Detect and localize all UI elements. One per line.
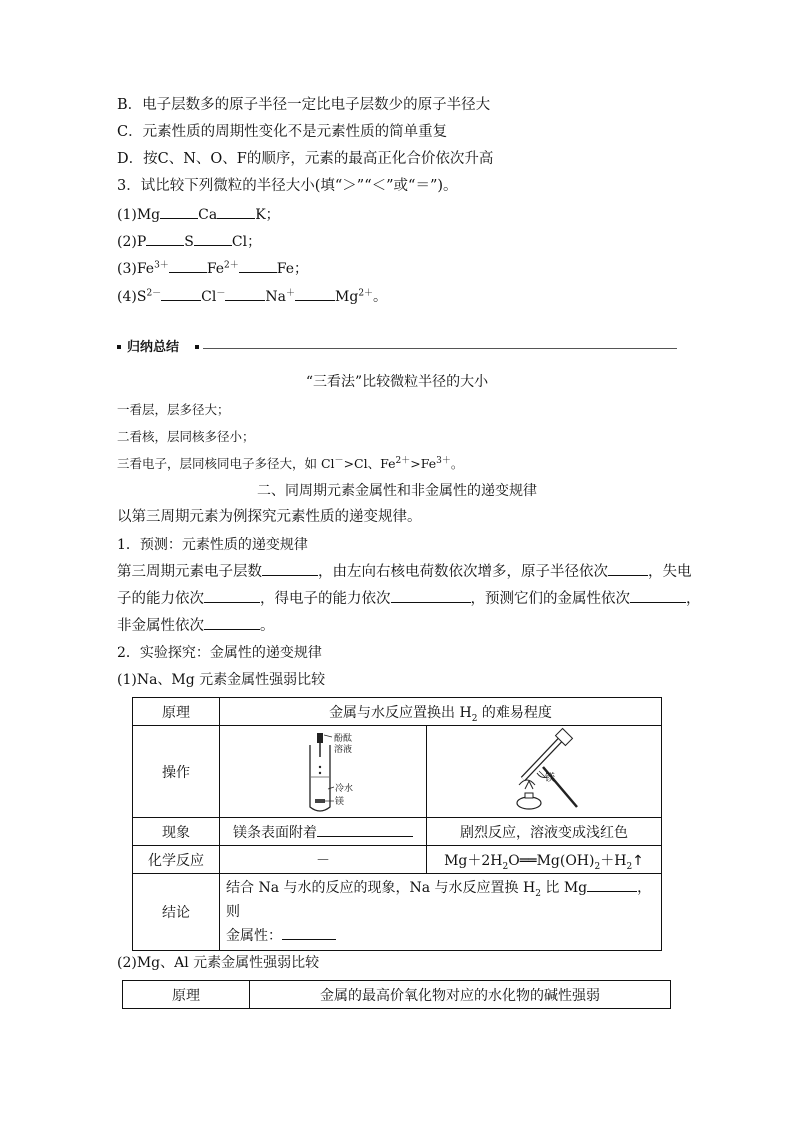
answer-blank[interactable] bbox=[295, 286, 335, 301]
q3-part-4: $(4)S^{2-}$ Cl－ Na＋ $Mg^{2+}$。 bbox=[117, 286, 387, 307]
table-1-caption: (1)Na、Mg 元素金属性强弱比较 bbox=[117, 672, 326, 688]
table-mg-al bbox=[122, 980, 671, 1009]
reaction-left: － bbox=[220, 846, 427, 874]
up-arrow-icon: ↑ bbox=[632, 852, 644, 869]
answer-blank[interactable] bbox=[169, 258, 207, 273]
square-bullet-icon bbox=[195, 345, 199, 349]
subsection-1-title: 1．预测：元素性质的递变规律 bbox=[117, 537, 308, 553]
divider bbox=[203, 348, 677, 349]
q3-part-3: $(3)Fe^{3+}$ $Fe^{2+}$ Fe； bbox=[117, 258, 308, 279]
section-2-intro: 以第三周期元素为例探究元素性质的递变规律。 bbox=[117, 509, 422, 525]
answer-blank[interactable] bbox=[262, 561, 318, 576]
table-2-caption: (2)Mg、Al 元素金属性强弱比较 bbox=[117, 955, 320, 971]
row-header-principle-2: 原理 bbox=[123, 981, 250, 1009]
row-header-operation: 操作 bbox=[133, 726, 220, 818]
summary-heading-label: 归纳总结 bbox=[127, 340, 180, 355]
answer-blank[interactable] bbox=[204, 588, 260, 603]
label-phenolphthalein: 酚酞 bbox=[334, 733, 353, 744]
operation-left-cell bbox=[220, 726, 427, 818]
answer-blank[interactable] bbox=[225, 286, 265, 301]
prediction-paragraph: 第三周期元素电子层数 ，由左向右核电荷数依次增多，原子半径依次 ，失电 子的能力依次 ，得电子的能力依次 ，预测它们的金属性依次 ， 非金属性依次 。 bbox=[117, 559, 682, 640]
answer-blank[interactable] bbox=[282, 925, 336, 940]
heating-tube-diagram bbox=[427, 727, 657, 817]
option-b: B．电子层数多的原子半径一定比电子层数少的原子半径大 bbox=[117, 97, 491, 113]
label-cold-water: 冷水 bbox=[335, 783, 354, 794]
reaction-equation: $Mg+2H_2O══Mg(OH)_2+H_2↑$ bbox=[427, 846, 662, 874]
row-header-principle: 原理 bbox=[133, 698, 220, 726]
question-3-stem: 3．试比较下列微粒的半径大小(填“＞”“＜”或“＝”)。 bbox=[117, 178, 458, 194]
principle-2-cell: 金属的最高价氧化物对应的水化物的碱性强弱 bbox=[250, 981, 671, 1009]
label-solution: 溶液 bbox=[334, 744, 353, 755]
summary-line-2: 二看核，层同核多径小； bbox=[117, 429, 255, 444]
phenomenon-right: 剧烈反应，溶液变成浅红色 bbox=[427, 818, 662, 846]
test-tube-diagram bbox=[220, 727, 426, 817]
answer-blank[interactable] bbox=[317, 822, 413, 837]
table-na-mg bbox=[132, 697, 662, 951]
row-header-reaction: 化学反应 bbox=[133, 846, 220, 874]
operation-right-cell bbox=[427, 726, 662, 818]
option-c: C．元素性质的周期性变化不是元素性质的简单重复 bbox=[117, 124, 448, 140]
row-header-conclusion: 结论 bbox=[133, 874, 220, 951]
row-header-phenomenon: 现象 bbox=[133, 818, 220, 846]
q3-part-1: (1)Mg Ca K； bbox=[117, 204, 280, 225]
conclusion-cell: 结合 Na 与水的反应的现象，Na 与水反应置换 $H_2$ 比 Mg ，则 金属性： bbox=[220, 874, 662, 951]
summary-line-1: 一看层，层多径大； bbox=[117, 402, 230, 417]
label-magnesium-right: 镁 bbox=[545, 772, 555, 784]
answer-blank[interactable] bbox=[239, 258, 277, 273]
q3-part-2: (2)P S Cl； bbox=[117, 231, 261, 252]
answer-blank[interactable] bbox=[630, 588, 686, 603]
summary-line-3: 三看电子，层同核同电子多径大，如 Cl－>Cl、$Fe^{2+}>Fe^{3+}$。 bbox=[117, 455, 464, 471]
answer-blank[interactable] bbox=[217, 204, 255, 219]
summary-heading bbox=[117, 338, 677, 358]
answer-blank[interactable] bbox=[204, 615, 260, 630]
phenomenon-left: 镁条表面附着 bbox=[220, 818, 427, 846]
option-d: D．按C、N、O、F的顺序，元素的最高正化合价依次升高 bbox=[117, 151, 494, 167]
answer-blank[interactable] bbox=[194, 231, 232, 246]
answer-blank[interactable] bbox=[146, 231, 184, 246]
square-bullet-icon bbox=[117, 345, 121, 349]
answer-blank[interactable] bbox=[608, 561, 648, 576]
answer-blank[interactable] bbox=[391, 588, 471, 603]
label-magnesium: 镁 bbox=[335, 796, 345, 807]
answer-blank[interactable] bbox=[587, 877, 637, 892]
summary-title: “三看法”比较微粒半径的大小 bbox=[305, 374, 489, 390]
answer-blank[interactable] bbox=[160, 204, 198, 219]
answer-blank[interactable] bbox=[161, 286, 201, 301]
subsection-2-title: 2．实验探究：金属性的递变规律 bbox=[117, 645, 322, 661]
principle-cell: 金属与水反应置换出 $H_2$ 的难易程度 bbox=[220, 698, 662, 726]
section-2-title: 二、同周期元素金属性和非金属性的递变规律 bbox=[257, 483, 537, 499]
